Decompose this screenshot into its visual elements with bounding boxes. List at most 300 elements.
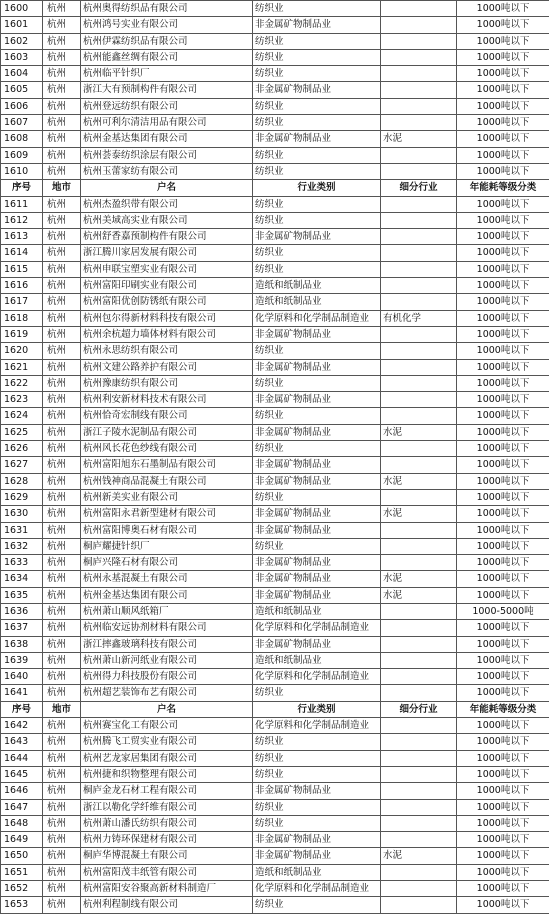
table-row <box>1 82 549 98</box>
cell-city: 杭州 <box>43 636 81 652</box>
cell-name: 桐庐华博混凝土有限公司 <box>81 848 253 864</box>
cell-sub-industry <box>381 441 457 457</box>
cell-no: 1627 <box>1 457 43 473</box>
table-header-row <box>1 701 549 717</box>
cell-industry: 非金属矿物制品业 <box>253 82 381 98</box>
cell-industry: 纺织业 <box>253 538 381 554</box>
cell-name: 杭州新美实业有限公司 <box>81 489 253 505</box>
cell-sub-industry <box>381 245 457 261</box>
cell-energy-level: 1000吨以下 <box>457 555 549 571</box>
cell-energy-level: 1000吨以下 <box>457 538 549 554</box>
table-row <box>1 799 549 815</box>
cell-industry: 纺织业 <box>253 163 381 179</box>
header-sub-industry: 细分行业 <box>381 701 457 717</box>
cell-name: 杭州余杭超力墙体材料有限公司 <box>81 326 253 342</box>
cell-industry: 非金属矿物制品业 <box>253 229 381 245</box>
cell-city: 杭州 <box>43 620 81 636</box>
cell-name: 杭州富阳博奥石材有限公司 <box>81 522 253 538</box>
cell-sub-industry <box>381 392 457 408</box>
table-row <box>1 848 549 864</box>
cell-name: 杭州赛宝化工有限公司 <box>81 718 253 734</box>
cell-energy-level: 1000吨以下 <box>457 522 549 538</box>
cell-energy-level: 1000吨以下 <box>457 669 549 685</box>
cell-energy-level: 1000吨以下 <box>457 734 549 750</box>
table-row <box>1 131 549 147</box>
cell-energy-level: 1000吨以下 <box>457 571 549 587</box>
cell-name: 杭州荟泰纺织涂层有限公司 <box>81 147 253 163</box>
cell-industry: 纺织业 <box>253 196 381 212</box>
cell-industry: 纺织业 <box>253 750 381 766</box>
cell-city: 杭州 <box>43 457 81 473</box>
cell-city: 杭州 <box>43 131 81 147</box>
cell-name: 浙江子陵水泥制品有限公司 <box>81 424 253 440</box>
cell-sub-industry <box>381 326 457 342</box>
table-row <box>1 294 549 310</box>
table-row <box>1 408 549 424</box>
cell-energy-level: 1000吨以下 <box>457 620 549 636</box>
table-row <box>1 310 549 326</box>
cell-name: 浙江腾川家居发展有限公司 <box>81 245 253 261</box>
cell-no: 1626 <box>1 441 43 457</box>
cell-sub-industry <box>381 17 457 33</box>
cell-energy-level: 1000吨以下 <box>457 457 549 473</box>
cell-sub-industry <box>381 98 457 114</box>
cell-city: 杭州 <box>43 196 81 212</box>
header-city: 地市 <box>43 180 81 196</box>
cell-no: 1632 <box>1 538 43 554</box>
header-name: 户名 <box>81 701 253 717</box>
cell-name: 杭州富阳茂丰纸管有限公司 <box>81 864 253 880</box>
cell-name: 杭州永思纺织有限公司 <box>81 343 253 359</box>
cell-name: 杭州富阳安谷聚高新材料制造厂 <box>81 881 253 897</box>
cell-industry: 非金属矿物制品业 <box>253 571 381 587</box>
cell-name: 杭州风长花色纱线有限公司 <box>81 441 253 457</box>
cell-city: 杭州 <box>43 538 81 554</box>
cell-energy-level: 1000吨以下 <box>457 343 549 359</box>
cell-no: 1618 <box>1 310 43 326</box>
cell-sub-industry: 水泥 <box>381 848 457 864</box>
cell-industry: 纺织业 <box>253 98 381 114</box>
cell-no: 1611 <box>1 196 43 212</box>
cell-city: 杭州 <box>43 294 81 310</box>
table-row <box>1 147 549 163</box>
cell-sub-industry <box>381 261 457 277</box>
cell-industry: 化学原料和化学制品制造业 <box>253 310 381 326</box>
cell-no: 1651 <box>1 864 43 880</box>
table-row <box>1 163 549 179</box>
cell-energy-level: 1000吨以下 <box>457 17 549 33</box>
cell-name: 杭州富阳优创防锈纸有限公司 <box>81 294 253 310</box>
cell-no: 1638 <box>1 636 43 652</box>
cell-industry: 纺织业 <box>253 734 381 750</box>
cell-industry: 非金属矿物制品业 <box>253 392 381 408</box>
cell-name: 杭州恰奇宏制线有限公司 <box>81 408 253 424</box>
cell-energy-level: 1000吨以下 <box>457 49 549 65</box>
header-industry: 行业类别 <box>253 701 381 717</box>
cell-no: 1636 <box>1 603 43 619</box>
header-city: 地市 <box>43 701 81 717</box>
cell-sub-industry <box>381 147 457 163</box>
cell-no: 1614 <box>1 245 43 261</box>
table-row <box>1 636 549 652</box>
cell-no: 1622 <box>1 375 43 391</box>
cell-name: 杭州力铸环保建材有限公司 <box>81 832 253 848</box>
cell-name: 杭州艺龙家居集团有限公司 <box>81 750 253 766</box>
cell-name: 杭州腾飞工贸实业有限公司 <box>81 734 253 750</box>
cell-industry: 纺织业 <box>253 245 381 261</box>
cell-sub-industry <box>381 864 457 880</box>
table-row <box>1 196 549 212</box>
cell-industry: 纺织业 <box>253 33 381 49</box>
cell-city: 杭州 <box>43 685 81 701</box>
cell-city: 杭州 <box>43 98 81 114</box>
cell-city: 杭州 <box>43 49 81 65</box>
cell-energy-level: 1000吨以下 <box>457 636 549 652</box>
cell-industry: 非金属矿物制品业 <box>253 587 381 603</box>
cell-industry: 纺织业 <box>253 115 381 131</box>
cell-industry: 非金属矿物制品业 <box>253 506 381 522</box>
cell-energy-level: 1000吨以下 <box>457 848 549 864</box>
table-row <box>1 326 549 342</box>
cell-city: 杭州 <box>43 603 81 619</box>
cell-name: 杭州豫康纺织有限公司 <box>81 375 253 391</box>
cell-city: 杭州 <box>43 310 81 326</box>
cell-name: 杭州利安新材料技术有限公司 <box>81 392 253 408</box>
cell-no: 1603 <box>1 49 43 65</box>
cell-sub-industry <box>381 49 457 65</box>
cell-city: 杭州 <box>43 815 81 831</box>
cell-city: 杭州 <box>43 522 81 538</box>
cell-industry: 纺织业 <box>253 766 381 782</box>
table-row <box>1 229 549 245</box>
cell-name: 杭州金基达集团有限公司 <box>81 587 253 603</box>
cell-industry: 化学原料和化学制品制造业 <box>253 881 381 897</box>
cell-no: 1631 <box>1 522 43 538</box>
cell-city: 杭州 <box>43 245 81 261</box>
cell-industry: 非金属矿物制品业 <box>253 473 381 489</box>
cell-no: 1601 <box>1 17 43 33</box>
cell-sub-industry: 水泥 <box>381 473 457 489</box>
cell-energy-level: 1000吨以下 <box>457 864 549 880</box>
cell-sub-industry: 水泥 <box>381 424 457 440</box>
table-row <box>1 506 549 522</box>
cell-sub-industry <box>381 685 457 701</box>
cell-name: 杭州富阳旭东石墨制品有限公司 <box>81 457 253 473</box>
cell-sub-industry <box>381 652 457 668</box>
cell-no: 1641 <box>1 685 43 701</box>
cell-city: 杭州 <box>43 652 81 668</box>
cell-no: 1607 <box>1 115 43 131</box>
cell-city: 杭州 <box>43 555 81 571</box>
cell-sub-industry <box>381 1 457 17</box>
cell-no: 1612 <box>1 212 43 228</box>
cell-energy-level: 1000吨以下 <box>457 131 549 147</box>
cell-name: 杭州钱神商品混凝土有限公司 <box>81 473 253 489</box>
cell-energy-level: 1000吨以下 <box>457 652 549 668</box>
cell-sub-industry <box>381 163 457 179</box>
cell-city: 杭州 <box>43 229 81 245</box>
cell-city: 杭州 <box>43 848 81 864</box>
cell-industry: 非金属矿物制品业 <box>253 17 381 33</box>
cell-name: 杭州包尔得新材料科技有限公司 <box>81 310 253 326</box>
cell-city: 杭州 <box>43 734 81 750</box>
cell-sub-industry <box>381 82 457 98</box>
cell-energy-level: 1000吨以下 <box>457 424 549 440</box>
cell-name: 杭州伊霖纺织品有限公司 <box>81 33 253 49</box>
cell-energy-level: 1000吨以下 <box>457 115 549 131</box>
cell-energy-level: 1000吨以下 <box>457 392 549 408</box>
cell-sub-industry: 有机化学 <box>381 310 457 326</box>
cell-energy-level: 1000-5000吨 <box>457 603 549 619</box>
cell-name: 杭州捷和织物整理有限公司 <box>81 766 253 782</box>
cell-no: 1608 <box>1 131 43 147</box>
cell-city: 杭州 <box>43 897 81 913</box>
cell-sub-industry <box>381 343 457 359</box>
cell-industry: 纺织业 <box>253 685 381 701</box>
table-header-row <box>1 180 549 196</box>
table-row <box>1 571 549 587</box>
cell-energy-level: 1000吨以下 <box>457 832 549 848</box>
cell-sub-industry: 水泥 <box>381 131 457 147</box>
cell-industry: 纺织业 <box>253 343 381 359</box>
cell-sub-industry <box>381 33 457 49</box>
cell-sub-industry <box>381 897 457 913</box>
cell-energy-level: 1000吨以下 <box>457 163 549 179</box>
cell-no: 1635 <box>1 587 43 603</box>
cell-city: 杭州 <box>43 506 81 522</box>
cell-city: 杭州 <box>43 326 81 342</box>
table-row <box>1 17 549 33</box>
cell-sub-industry <box>381 359 457 375</box>
cell-industry: 纺织业 <box>253 147 381 163</box>
cell-no: 1604 <box>1 66 43 82</box>
table-row <box>1 457 549 473</box>
table-row <box>1 33 549 49</box>
cell-no: 1605 <box>1 82 43 98</box>
cell-industry: 非金属矿物制品业 <box>253 783 381 799</box>
table-row <box>1 115 549 131</box>
cell-energy-level: 1000吨以下 <box>457 408 549 424</box>
cell-city: 杭州 <box>43 66 81 82</box>
cell-energy-level: 1000吨以下 <box>457 66 549 82</box>
cell-energy-level: 1000吨以下 <box>457 196 549 212</box>
cell-sub-industry <box>381 750 457 766</box>
cell-city: 杭州 <box>43 82 81 98</box>
cell-name: 杭州富阳印刷实业有限公司 <box>81 278 253 294</box>
cell-no: 1616 <box>1 278 43 294</box>
cell-no: 1625 <box>1 424 43 440</box>
header-industry: 行业类别 <box>253 180 381 196</box>
cell-city: 杭州 <box>43 881 81 897</box>
cell-name: 杭州可利尔清洁用品有限公司 <box>81 115 253 131</box>
header-sub-industry: 细分行业 <box>381 180 457 196</box>
cell-energy-level: 1000吨以下 <box>457 815 549 831</box>
cell-no: 1644 <box>1 750 43 766</box>
cell-industry: 造纸和纸制品业 <box>253 864 381 880</box>
cell-energy-level: 1000吨以下 <box>457 750 549 766</box>
table-row <box>1 343 549 359</box>
cell-industry: 造纸和纸制品业 <box>253 603 381 619</box>
table-body <box>1 1 549 914</box>
cell-name: 杭州萧山潘氏纺织有限公司 <box>81 815 253 831</box>
table-row <box>1 897 549 913</box>
cell-energy-level: 1000吨以下 <box>457 375 549 391</box>
cell-city: 杭州 <box>43 212 81 228</box>
table-row <box>1 245 549 261</box>
cell-city: 杭州 <box>43 115 81 131</box>
cell-city: 杭州 <box>43 17 81 33</box>
cell-no: 1642 <box>1 718 43 734</box>
cell-no: 1619 <box>1 326 43 342</box>
cell-energy-level: 1000吨以下 <box>457 506 549 522</box>
cell-no: 1621 <box>1 359 43 375</box>
cell-sub-industry <box>381 881 457 897</box>
cell-sub-industry <box>381 489 457 505</box>
cell-energy-level: 1000吨以下 <box>457 229 549 245</box>
cell-no: 1643 <box>1 734 43 750</box>
cell-energy-level: 1000吨以下 <box>457 766 549 782</box>
table-row <box>1 750 549 766</box>
cell-no: 1645 <box>1 766 43 782</box>
cell-industry: 非金属矿物制品业 <box>253 848 381 864</box>
cell-sub-industry <box>381 718 457 734</box>
cell-no: 1620 <box>1 343 43 359</box>
cell-energy-level: 1000吨以下 <box>457 587 549 603</box>
cell-industry: 非金属矿物制品业 <box>253 131 381 147</box>
cell-industry: 纺织业 <box>253 489 381 505</box>
cell-energy-level: 1000吨以下 <box>457 1 549 17</box>
cell-name: 杭州得力科技股份有限公司 <box>81 669 253 685</box>
cell-name: 杭州玉蕾家纺有限公司 <box>81 163 253 179</box>
header-no: 序号 <box>1 701 43 717</box>
table-row <box>1 620 549 636</box>
table-row <box>1 832 549 848</box>
cell-name: 杭州文建公路养护有限公司 <box>81 359 253 375</box>
cell-city: 杭州 <box>43 766 81 782</box>
table-row <box>1 864 549 880</box>
cell-sub-industry <box>381 636 457 652</box>
table-row <box>1 718 549 734</box>
cell-city: 杭州 <box>43 33 81 49</box>
cell-energy-level: 1000吨以下 <box>457 98 549 114</box>
cell-industry: 化学原料和化学制品制造业 <box>253 718 381 734</box>
cell-industry: 纺织业 <box>253 897 381 913</box>
cell-no: 1634 <box>1 571 43 587</box>
cell-energy-level: 1000吨以下 <box>457 881 549 897</box>
cell-city: 杭州 <box>43 489 81 505</box>
cell-industry: 非金属矿物制品业 <box>253 326 381 342</box>
cell-name: 浙江以勒化学纤维有限公司 <box>81 799 253 815</box>
cell-energy-level: 1000吨以下 <box>457 212 549 228</box>
cell-no: 1640 <box>1 669 43 685</box>
cell-sub-industry <box>381 799 457 815</box>
cell-name: 杭州利程制线有限公司 <box>81 897 253 913</box>
cell-industry: 纺织业 <box>253 799 381 815</box>
cell-city: 杭州 <box>43 750 81 766</box>
cell-sub-industry <box>381 212 457 228</box>
cell-energy-level: 1000吨以下 <box>457 718 549 734</box>
table-row <box>1 538 549 554</box>
cell-no: 1653 <box>1 897 43 913</box>
cell-sub-industry <box>381 66 457 82</box>
cell-industry: 化学原料和化学制品制造业 <box>253 669 381 685</box>
cell-city: 杭州 <box>43 392 81 408</box>
cell-industry: 纺织业 <box>253 1 381 17</box>
table-row <box>1 734 549 750</box>
cell-city: 杭州 <box>43 473 81 489</box>
cell-energy-level: 1000吨以下 <box>457 897 549 913</box>
cell-name: 杭州富阳永君新型建材有限公司 <box>81 506 253 522</box>
cell-energy-level: 1000吨以下 <box>457 147 549 163</box>
cell-name: 杭州美域高实业有限公司 <box>81 212 253 228</box>
cell-energy-level: 1000吨以下 <box>457 326 549 342</box>
table-row <box>1 815 549 831</box>
cell-name: 杭州鸿号实业有限公司 <box>81 17 253 33</box>
cell-city: 杭州 <box>43 261 81 277</box>
table-row <box>1 359 549 375</box>
cell-city: 杭州 <box>43 832 81 848</box>
cell-no: 1606 <box>1 98 43 114</box>
cell-city: 杭州 <box>43 864 81 880</box>
cell-no: 1650 <box>1 848 43 864</box>
cell-industry: 非金属矿物制品业 <box>253 424 381 440</box>
table-row <box>1 555 549 571</box>
cell-city: 杭州 <box>43 147 81 163</box>
cell-no: 1615 <box>1 261 43 277</box>
cell-industry: 造纸和纸制品业 <box>253 294 381 310</box>
cell-city: 杭州 <box>43 343 81 359</box>
cell-name: 杭州舒香嘉预制构件有限公司 <box>81 229 253 245</box>
cell-industry: 非金属矿物制品业 <box>253 636 381 652</box>
cell-energy-level: 1000吨以下 <box>457 685 549 701</box>
cell-sub-industry <box>381 278 457 294</box>
cell-name: 杭州申联宝塑实业有限公司 <box>81 261 253 277</box>
cell-industry: 纺织业 <box>253 49 381 65</box>
cell-no: 1652 <box>1 881 43 897</box>
header-name: 户名 <box>81 180 253 196</box>
cell-name: 杭州能鑫丝绸有限公司 <box>81 49 253 65</box>
table-row <box>1 441 549 457</box>
cell-energy-level: 1000吨以下 <box>457 799 549 815</box>
table-row <box>1 212 549 228</box>
cell-industry: 非金属矿物制品业 <box>253 457 381 473</box>
table-row <box>1 392 549 408</box>
cell-no: 1646 <box>1 783 43 799</box>
table-row <box>1 522 549 538</box>
table-row <box>1 603 549 619</box>
cell-industry: 纺织业 <box>253 375 381 391</box>
cell-no: 1648 <box>1 815 43 831</box>
cell-no: 1602 <box>1 33 43 49</box>
cell-energy-level: 1000吨以下 <box>457 310 549 326</box>
cell-energy-level: 1000吨以下 <box>457 441 549 457</box>
cell-name: 桐庐兴隆石材有限公司 <box>81 555 253 571</box>
cell-sub-industry <box>381 555 457 571</box>
cell-sub-industry <box>381 457 457 473</box>
cell-industry: 造纸和纸制品业 <box>253 278 381 294</box>
cell-city: 杭州 <box>43 1 81 17</box>
cell-no: 1639 <box>1 652 43 668</box>
cell-no: 1623 <box>1 392 43 408</box>
cell-energy-level: 1000吨以下 <box>457 359 549 375</box>
cell-energy-level: 1000吨以下 <box>457 82 549 98</box>
table-row <box>1 261 549 277</box>
header-no: 序号 <box>1 180 43 196</box>
header-energy-level: 年能耗等级分类 <box>457 180 549 196</box>
table-row <box>1 652 549 668</box>
cell-no: 1609 <box>1 147 43 163</box>
cell-name: 桐庐耀捷针织厂 <box>81 538 253 554</box>
